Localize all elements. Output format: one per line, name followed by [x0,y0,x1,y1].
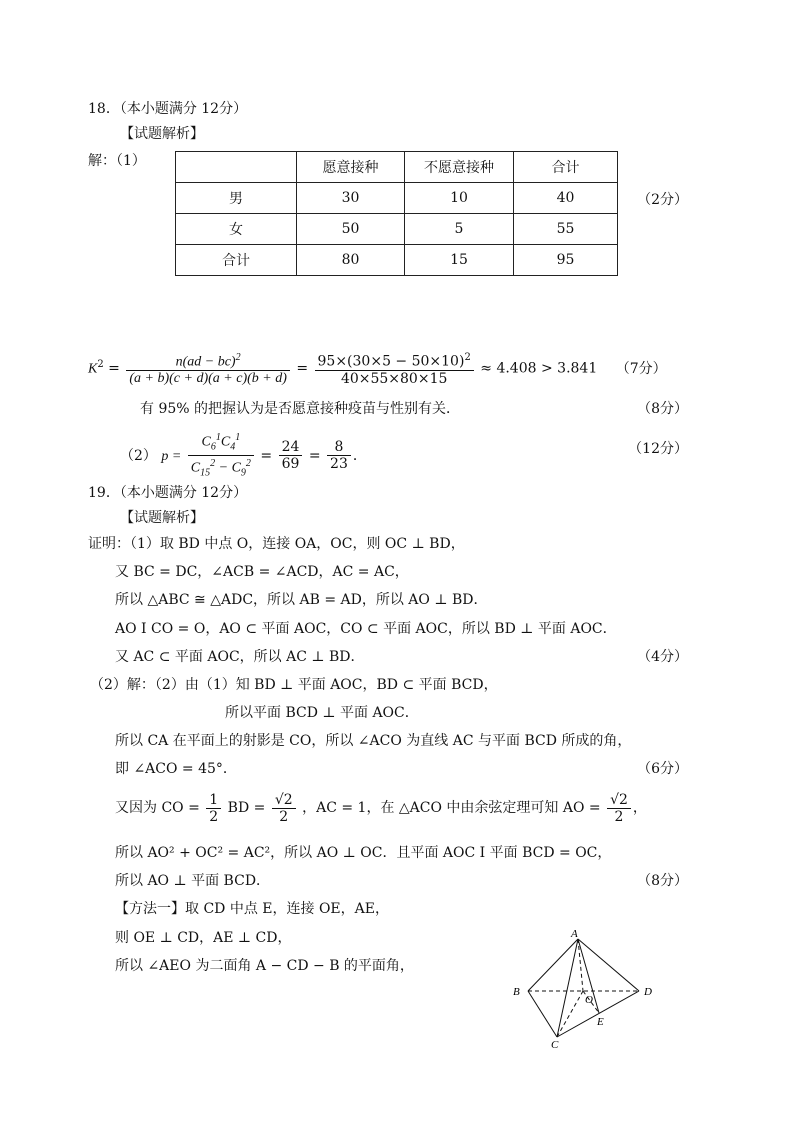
table-cell: 95 [514,245,618,276]
score-6: （6分） [637,761,688,777]
solution-line: 所以 ∠AEO 为二面角 A − CD − B 的平面角， [115,958,414,974]
solution-line: 所以 AO ⊥ 平面 BCD． [115,873,271,889]
k2-denominator: (a + b)(c + d)(a + c)(b + d) [129,371,287,387]
table-cell: 不愿意接种 [405,152,514,183]
table-row [176,183,618,214]
label-A: A [571,928,578,940]
k2-fraction: $\frac{n(ad - bc)^2}{(a + b)(c + d)(a + c)(b + d)}$ [126,350,290,388]
table-cell: 80 [297,245,405,276]
text-segment: 又因为 CO = [115,800,200,816]
label-E: E [597,1016,604,1028]
half-fraction: $\frac{1}{2}$ [206,792,221,825]
probability-formula: （2） p = $\frac{C_6^1C_4^1}{C_{15}^2 - C_9^2}$ = $\frac{24}{69}$ = $\frac{8}{23}$ ． [120,430,367,482]
table-header-row [176,152,618,183]
score-8: （8分） [637,873,688,889]
score-p: （12分） [628,441,688,457]
edge-AB [528,939,578,991]
edge-BC [528,991,557,1037]
table-row [176,214,618,245]
text-segment: BD = [227,800,266,816]
table-cell: 合计 [514,152,618,183]
table-cell: 15 [405,245,514,276]
tetrahedron-figure [505,925,665,1050]
k2-fraction-values: $\frac{95\times(30\times 5 - 50\times 10)^2}{40\times 55\times 80\times 15}$ [315,350,474,387]
solution-line-fractions: 又因为 CO = $\frac{1}{2}$ BD = $\frac{√2}{2}$ ，AC = 1，在 △ACO 中由余弦定理可知 AO = $\frac{√2}{2}$ ， [115,791,647,825]
final-fraction [327,439,351,472]
label-B: B [513,986,520,998]
solution-line: 【方法一】取 CD 中点 E，连接 OE，AE， [115,901,389,917]
solution-line: 则 OE ⊥ CD，AE ⊥ CD， [115,930,292,946]
q18-conclusion: 有 95% 的把握认为是否愿意接种疫苗与性别有关． [140,401,461,417]
table-cell: 愿意接种 [297,152,405,183]
fraction-numerator: 8 [327,439,351,456]
k2-formula: $K^2$ = $\frac{n(ad - bc)^2}{(a + b)(c + d)(a + c)(b + d)}$ = $\frac{95\times(30\times 5 - 50\times 10)^2}{40\times 55\times 80\times 15}$ ≈ 4.408 > 3.841 （7分） [88,351,667,387]
text-segment: ，AC = 1，在 △ACO 中由余弦定理可知 AO = [302,800,601,816]
intermediate-fraction [279,439,303,472]
solution-line: 即 ∠ACO = 45°． [115,761,237,777]
table-cell: 女 [176,214,297,245]
table-row [176,245,618,276]
fraction-denominator: 23 [330,456,348,473]
proof-line: 所以 △ABC ≅ △ADC，所以 AB = AD，所以 AO ⊥ BD． [115,592,488,608]
proof-line: AO I CO = O，AO ⊂ 平面 AOC，CO ⊂ 平面 AOC，所以 BD ⊥ 平面 AOC． [115,621,617,637]
k2-numerator: n(ad − bc) [175,354,236,370]
q19-heading: 19．（本小题满分 12分） [88,485,248,501]
sqrt2-over-2-fraction: $\frac{√2}{2}$ [272,792,296,825]
table-cell: 55 [514,214,618,245]
solution-line: （2）解：（2）由（1）知 BD ⊥ 平面 AOC，BD ⊂ 平面 BCD， [90,677,498,693]
fraction-denominator: 69 [281,456,300,473]
q18-part1-label: 解：（1） [88,153,146,169]
k2-denominator-values: 40×55×80×15 [340,370,448,387]
table-cell: 30 [297,183,405,214]
fraction-numerator: 24 [279,439,303,456]
solution-line: 所以平面 BCD ⊥ 平面 AOC． [225,705,419,721]
k2-symbol: K [88,361,98,377]
contingency-table [175,151,618,276]
table-cell: 合计 [176,245,297,276]
table-cell: 10 [405,183,514,214]
label-C: C [551,1039,559,1050]
edge-AC [557,939,578,1037]
p-symbol: p = [161,448,182,464]
table-cell: 男 [176,183,297,214]
score-conclusion: （8分） [637,401,688,417]
part2-label: （2） [120,447,157,464]
q18-heading: 18．（本小题满分 12分） [88,101,248,117]
score-k2: （7分） [615,360,667,377]
q18-analysis-label: 【试题解析】 [120,126,204,142]
edge-AD [578,939,639,991]
table-cell [176,152,297,183]
label-O: O [585,994,593,1006]
k2-result: ≈ 4.408 > 3.841 [480,360,598,377]
k2-numerator-values: 95×(30×5 − 50×10) [317,353,465,370]
label-D: D [644,986,652,998]
score-table: （2分） [637,192,688,208]
proof-line: 又 BC = DC，∠ACB = ∠ACD，AC = AC， [115,564,409,580]
table-cell: 50 [297,214,405,245]
proof-line: 证明：（1）取 BD 中点 O，连接 OA，OC，则 OC ⊥ BD， [88,536,465,552]
table-cell: 5 [405,214,514,245]
edge-CD [557,991,639,1037]
table-cell: 40 [514,183,618,214]
solution-line: 所以 CA 在平面上的射影是 CO，所以 ∠ACO 为直线 AC 与平面 BCD 所成的角， [115,733,632,749]
combination-fraction: $\frac{C_6^1C_4^1}{C_{15}^2 - C_9^2}$ [188,430,254,482]
solution-line: 所以 AO² + OC² = AC²，所以 AO ⊥ OC．且平面 AOC I 平面 BCD = OC， [115,845,612,861]
proof-line: 又 AC ⊂ 平面 AOC，所以 AC ⊥ BD． [115,649,365,665]
score-4: （4分） [637,649,688,665]
q19-analysis-label: 【试题解析】 [120,510,204,526]
sqrt2-over-2-fraction: $\frac{√2}{2}$ [607,792,631,825]
